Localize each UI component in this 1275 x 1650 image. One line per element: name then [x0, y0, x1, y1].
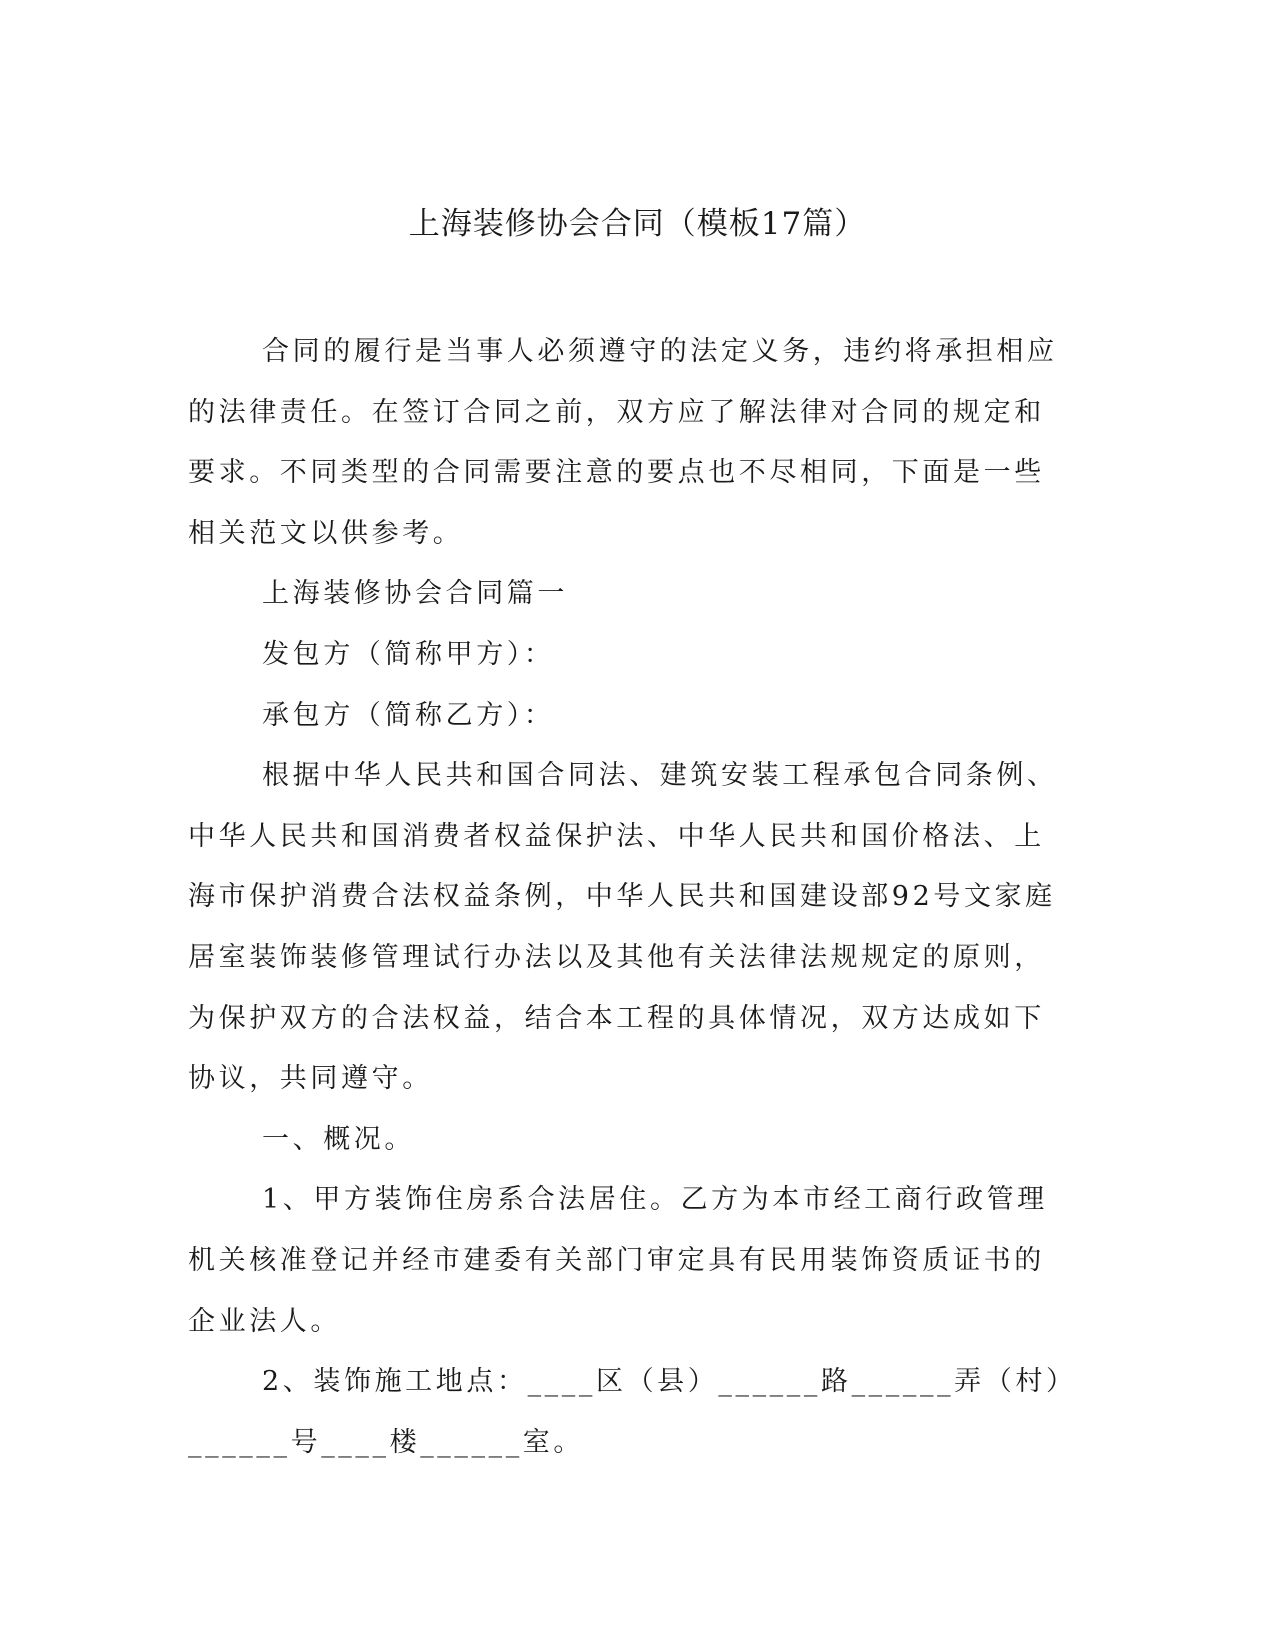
clause-1: 1、甲方装饰住房系合法居住。乙方为本市经工商行政管理机关核准登记并经市建委有关部门审定具有民用装饰资质证书的企业法人。: [188, 1184, 1048, 1337]
section-heading: 上海装修协会合同篇一: [262, 578, 568, 610]
document-body: [188, 322, 1068, 1473]
clause-2-address: 2、装饰施工地点：____区（县）______路______弄（村）______号____楼______室。: [188, 1366, 1064, 1458]
legal-basis-paragraph: 根据中华人民共和国合同法、建筑安装工程承包合同条例、中华人民共和国消费者权益保护法、中华人民共和国价格法、上海市保护消费合法权益条例，中华人民共和国建设部92号文家庭居室装饰装修管理试行办法以及其他有关法律法规规定的原则，为保护双方的合法权益，结合本工程的具体情况，双方达成如下协议，共同遵守。: [188, 760, 1058, 1095]
intro-paragraph: 合同的履行是当事人必须遵守的法定义务，违约将承担相应的法律责任。在签订合同之前，双方应了解法律对合同的规定和要求。不同类型的合同需要注意的要点也不尽相同，下面是一些相关范文以供参考。: [188, 336, 1058, 549]
overview-heading: 一、概况。: [262, 1123, 415, 1155]
party-a-line: 发包方（简称甲方）：: [262, 638, 555, 670]
document-title: 上海装修协会合同（模板17篇）: [408, 206, 867, 242]
party-b-line: 承包方（简称乙方）：: [262, 699, 555, 731]
